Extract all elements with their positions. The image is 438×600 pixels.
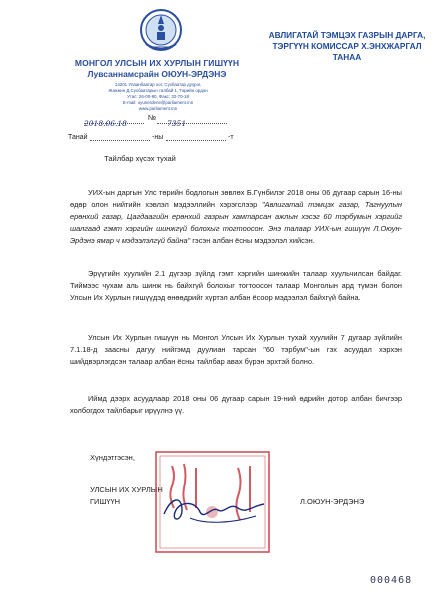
number-handwritten: 7351 — [167, 119, 187, 128]
paragraph-text: УИХ-ын даргын Улс төрийн бодлогын зөвлөх Б.Гүнбилэг 2018 оны 06 дугаар сарын 16-ны өдөр олон нийтийн хэвлэл мэдээллийн хэрэгслээр — [70, 188, 402, 209]
member-name: Лувсаннамсрайн ОЮУН-ЭРДЭНЭ — [87, 69, 227, 79]
reference-number-field — [166, 130, 226, 141]
signer-title-1: УЛСЫН ИХ ХУРЛЫН — [90, 485, 163, 494]
closing-regards: Хүндэтгэсэн, — [90, 453, 135, 462]
reference-to-prefix: Танай — [68, 134, 88, 141]
paragraph-3: Улсын Их Хурлын гишүүн нь Монгол Улсын Их Хурлын тухай хуулийн 7 дугаар зүйлийн 7.1.18-д заасны дагуу нийгэмд дуулиан тарсан "60 тэрбум"-ын гэх асуудал хэрхэн шийдвэрлэгдсэн талаар албан ёсны тайлбар авах бүрэн эрхтэй болно. — [70, 333, 402, 366]
paragraph-text: гэсэн албан ёсны мэдээлэл хийсэн. — [190, 236, 315, 245]
address-line: www.parliament.mn — [138, 106, 178, 111]
number-field — [157, 113, 227, 128]
reference-to-suffix: -т — [228, 134, 234, 141]
date-handwritten: 2018.06.18 — [84, 119, 127, 128]
state-emblem-icon — [138, 6, 184, 56]
paragraph-1 — [70, 187, 402, 247]
reference-date-field — [90, 130, 150, 141]
org-title: МОНГОЛ УЛСЫН ИХ ХУРЛЫН ГИШҮҮН — [74, 58, 240, 68]
paragraph-quote: "Авлигатай тэмцэх газар, Тагнуулын ерөнхий газар, Цагдаагийн ерөнхий газрын хамтарсан ажлын хэсэг 60 тэрбумын хэргийг шалгаад гэмт хэргийн шинжгүй болохыг тогтоосон. Энэ талаар УИХ-ын гишүүн Л.Оюун-Эрдэнэ ямар ч мэдээлэлгүй байна" — [70, 200, 402, 245]
address-line: Утас: 26-00-90, Факс: 32-70-18 — [127, 94, 189, 99]
recipient-line: АВЛИГАТАЙ ТЭМЦЭХ ГАЗРЫН ДАРГА, — [268, 30, 426, 40]
signer-name: Л.ОЮУН-ЭРДЭНЭ — [300, 497, 365, 506]
paragraph-4: Иймд дээрх асуудлаар 2018 оны 06 дугаар сарын 19-ний өдрийн дотор албан бичгээр холбогдох тайлбарыг ирүүлнэ үү. — [70, 394, 402, 415]
date-field — [84, 113, 144, 128]
address-line: Жанжин Д.Сүхбаатарын талбай 1, Төрийн ордон — [108, 88, 208, 93]
reference-dash: -ны — [152, 134, 164, 141]
number-prefix: № — [148, 113, 157, 122]
address-line: E-mail: oyunerdene@parliament.mn — [122, 100, 194, 105]
recipient-line: ТЭРГҮҮН КОМИССАР Х.ЭНХЖАРГАЛ — [272, 41, 422, 51]
handwritten-signature — [160, 488, 270, 528]
paragraph-2: Эрүүгийн хуулийн 2.1 дүгээр зүйлд гэмт хэргийн шинжийн талаар хуульчилсан байдаг. Тиймээс чухам аль шинж нь байхгүй болохыг тогтоосон талаар Монголын ард түмэн болон Улсын Их Хурлын гишүүдэд өнөөдрийг хүртэл албан ёсоор мэдээлэл байхгүй байна. — [70, 269, 402, 302]
address-line: 14201 Улаанбаатар хот, Сүхбаатар дүүрэг, — [114, 82, 202, 87]
signer-title-2: ГИШҮҮН — [90, 497, 121, 506]
serial-number: 000468 — [370, 575, 413, 586]
subject: Тайлбар хүсэх тухай — [104, 154, 176, 163]
recipient-line: ТАНАА — [332, 52, 362, 62]
